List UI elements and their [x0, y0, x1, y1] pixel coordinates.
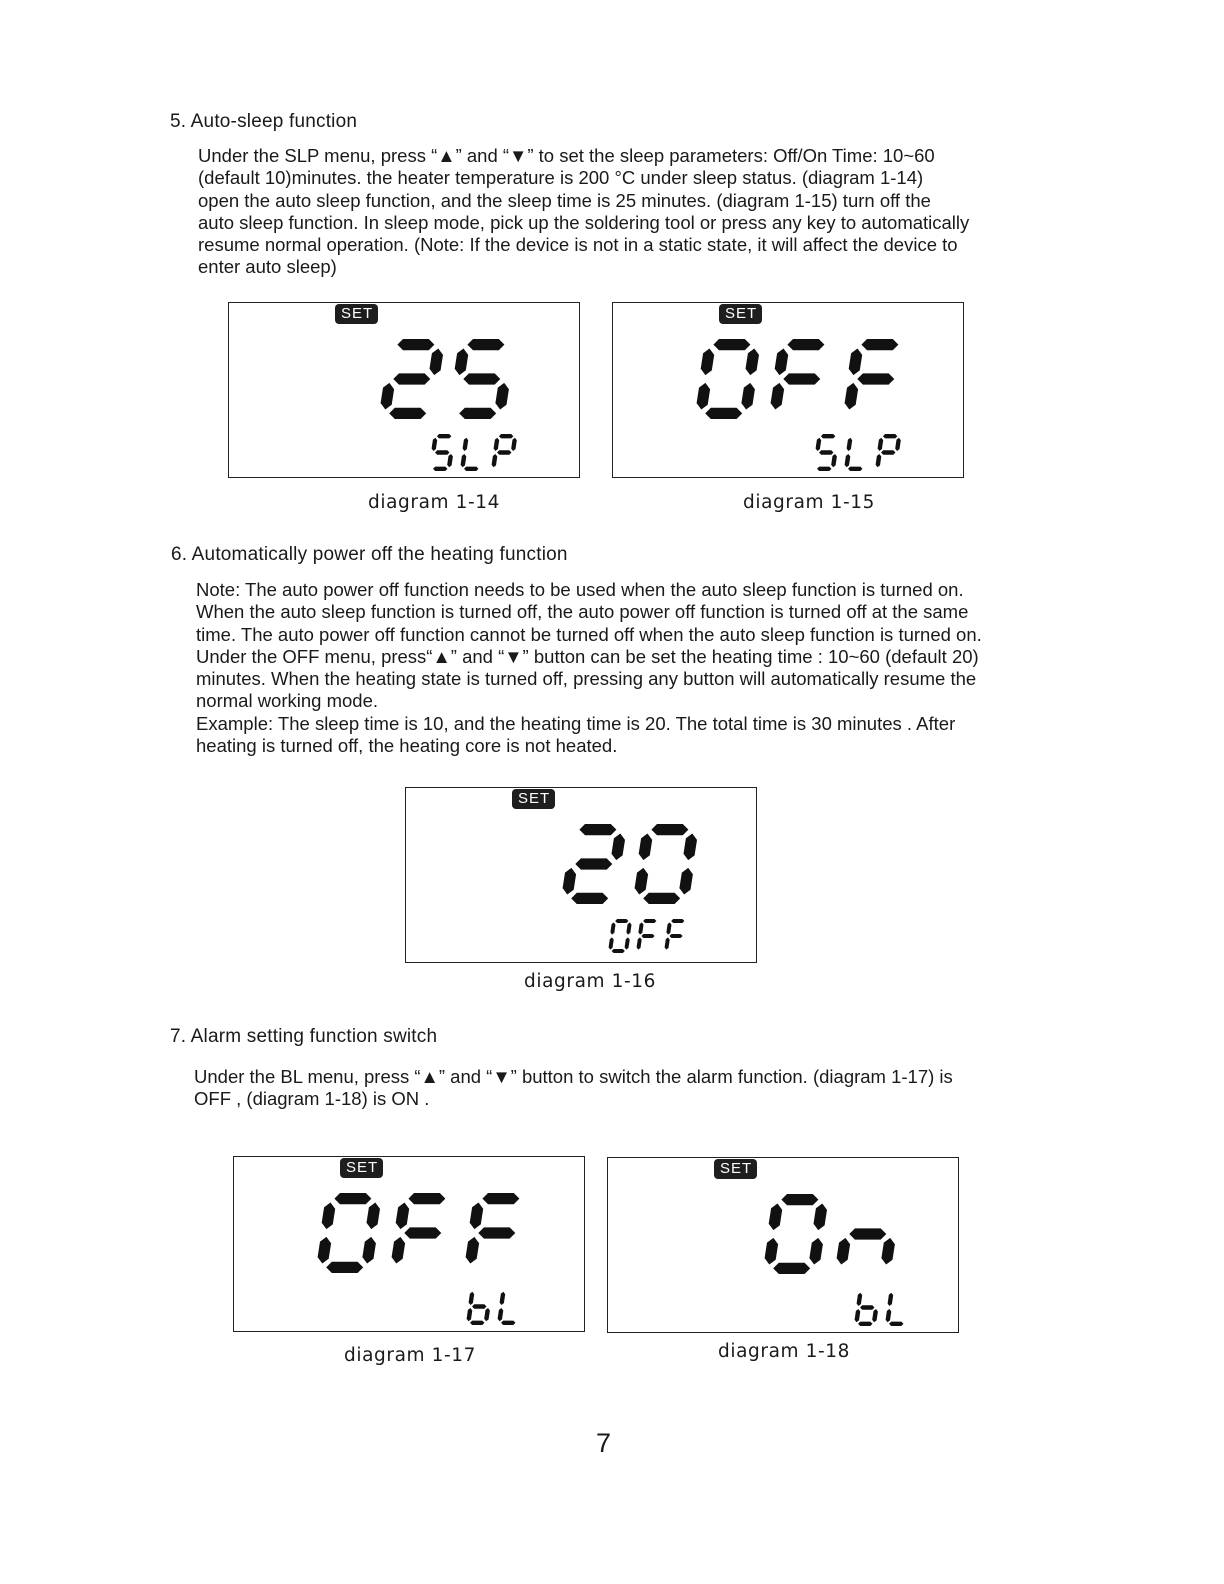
lcd-segment-g	[575, 858, 612, 869]
lcd-segment-b	[612, 834, 626, 861]
lcd-char	[845, 438, 863, 471]
lcd-char	[392, 1193, 446, 1264]
lcd-segment-b	[814, 1204, 828, 1231]
lcd-char	[845, 339, 899, 410]
lcd-segment-c	[625, 937, 630, 949]
section-5-heading: 5. Auto-sleep function	[170, 111, 358, 132]
lcd-char	[665, 919, 685, 950]
lcd-digits	[234, 1157, 586, 1333]
text-line: open the auto sleep function, and the sleep time is 25 minutes. (diagram 1-15) turn off the	[198, 189, 931, 211]
menu-label	[855, 1293, 904, 1326]
lcd-char	[455, 339, 509, 419]
text-line: (default 10)minutes. the heater temperature is 200 °C under sleep status. (diagram 1-14)	[198, 167, 924, 189]
lcd-char	[855, 1293, 878, 1326]
lcd-segment-e	[563, 868, 577, 895]
lcd-segment-f	[857, 1293, 863, 1306]
lcd-segment-e	[467, 1308, 473, 1321]
lcd-char	[771, 339, 825, 410]
lcd-segment-d	[464, 467, 479, 471]
lcd-segment-f	[610, 922, 615, 934]
lcd-segment-f	[494, 438, 500, 451]
lcd-segment-d	[817, 467, 832, 471]
lcd-segment-g	[881, 450, 896, 454]
lcd-segment-d	[571, 893, 608, 904]
lcd-segment-c	[484, 1308, 490, 1321]
section-5-body	[198, 145, 969, 279]
lcd-segment-d	[643, 893, 680, 904]
section-6-body	[196, 579, 982, 757]
text-line: resume normal operation. (Note: If the device is not in a static state, it will affect the device to	[198, 234, 958, 256]
lcd-segment-d	[889, 1322, 904, 1326]
lcd-segment-e	[771, 383, 785, 410]
set-badge: SET	[512, 789, 555, 809]
lcd-digits	[608, 1158, 960, 1334]
lcd-segment-d	[848, 467, 863, 471]
lcd-segment-f	[638, 922, 643, 934]
lcd-segment-a	[334, 1193, 371, 1204]
lcd-segment-e	[845, 454, 851, 467]
lcd-segment-a	[499, 434, 514, 438]
lcd-char	[318, 1193, 380, 1273]
lcd-segment-a	[467, 339, 504, 350]
lcd-segment-b	[511, 438, 517, 451]
lcd-segment-g	[463, 373, 500, 384]
set-badge: SET	[340, 1158, 383, 1178]
lcd-segment-g	[435, 450, 450, 454]
lcd-segment-e	[845, 383, 859, 410]
lcd-segment-b	[684, 834, 698, 861]
lcd-char	[876, 434, 901, 467]
text-line: minutes. When the heating state is turned off, pressing any button will automatically resume the	[196, 668, 977, 690]
lcd-segment-e	[765, 1238, 779, 1265]
lcd-segment-b	[895, 438, 901, 451]
lcd-segment-f	[701, 349, 715, 376]
lcd-segment-f	[888, 1293, 894, 1306]
lcd-segment-c	[679, 868, 693, 895]
lcd-segment-f	[816, 438, 822, 451]
lcd-char	[492, 434, 517, 467]
diagram-caption: diagram 1-16	[524, 971, 656, 992]
lcd-segment-b	[430, 349, 444, 376]
lcd-segment-b	[746, 349, 760, 376]
lcd-segment-e	[876, 454, 882, 467]
menu-label	[432, 434, 517, 471]
lcd-segment-c	[872, 1309, 878, 1322]
text-line: Note: The auto power off function needs to be used when the auto sleep function is turned on.	[196, 579, 964, 600]
lcd-segment-f	[639, 834, 653, 861]
lcd-segment-g	[849, 1228, 886, 1239]
lcd-segment-g	[669, 934, 682, 938]
lcd-segment-e	[697, 383, 711, 410]
lcd-char	[467, 1292, 490, 1325]
main-readout	[563, 824, 697, 904]
lcd-segment-f	[455, 349, 469, 376]
lcd-segment-c	[831, 454, 837, 467]
lcd-segment-g	[860, 1305, 875, 1309]
lcd-char	[765, 1194, 827, 1274]
lcd-segment-e	[381, 383, 395, 410]
main-readout	[381, 339, 509, 419]
lcd-char	[697, 339, 759, 419]
section-7-heading: 7. Alarm setting function switch	[170, 1026, 438, 1047]
lcd-char	[635, 824, 697, 904]
lcd-segment-d	[470, 1321, 485, 1325]
lcd-segment-a	[643, 919, 656, 923]
lcd-segment-g	[783, 373, 820, 384]
diagram-caption: diagram 1-18	[718, 1341, 850, 1362]
text-line: Under the SLP menu, press “▲” and “▼” to set the sleep parameters: Off/On Time: 10~60	[198, 145, 935, 166]
lcd-segment-a	[821, 434, 836, 438]
lcd-display-1-17	[233, 1156, 585, 1332]
lcd-segment-g	[819, 450, 834, 454]
lcd-char	[609, 919, 632, 953]
lcd-segment-f	[396, 1203, 410, 1230]
lcd-segment-f	[322, 1203, 336, 1230]
menu-label	[467, 1292, 516, 1325]
text-line: Under the BL menu, press “▲” and “▼” button to switch the alarm function. (diagram 1-17) is	[194, 1066, 953, 1087]
lcd-segment-g	[478, 1227, 515, 1238]
text-line: Example: The sleep time is 10, and the heating time is 20. The total time is 30 minutes . After	[196, 712, 956, 734]
lcd-segment-e	[318, 1237, 332, 1264]
lcd-digits	[613, 303, 965, 479]
text-line: When the auto sleep function is turned off, the auto power off function is turned off at the same	[196, 601, 969, 623]
lcd-segment-a	[787, 339, 824, 350]
lcd-segment-f	[432, 438, 438, 451]
lcd-segment-a	[883, 434, 898, 438]
lcd-segment-g	[393, 373, 430, 384]
lcd-segment-f	[470, 1203, 484, 1230]
lcd-segment-e	[492, 454, 498, 467]
lcd-segment-a	[651, 824, 688, 835]
lcd-segment-a	[671, 919, 684, 923]
lcd-display-1-18	[607, 1157, 959, 1333]
lcd-segment-d	[773, 1263, 810, 1274]
lcd-char	[563, 824, 625, 904]
lcd-segment-d	[858, 1322, 873, 1326]
set-badge: SET	[335, 304, 378, 324]
lcd-segment-c	[447, 454, 453, 467]
lcd-digits	[406, 788, 758, 964]
text-line: time. The auto power off function cannot be turned off when the auto sleep function is turned on.	[196, 623, 982, 645]
lcd-segment-e	[855, 1309, 861, 1322]
text-line: Under the OFF menu, press“▲” and “▼” button can be set the heating time : 10~60 (default 20)	[196, 645, 979, 667]
diagram-caption: diagram 1-17	[344, 1345, 476, 1366]
lcd-segment-a	[861, 339, 898, 350]
lcd-segment-f	[666, 922, 671, 934]
diagram-caption: diagram 1-15	[743, 492, 875, 513]
lcd-segment-a	[397, 339, 434, 350]
main-readout	[765, 1194, 895, 1274]
main-readout	[697, 339, 899, 419]
lcd-segment-d	[501, 1321, 516, 1325]
lcd-segment-c	[741, 383, 755, 410]
lcd-segment-e	[466, 1237, 480, 1264]
set-badge: SET	[714, 1159, 757, 1179]
lcd-char	[498, 1292, 516, 1325]
lcd-segment-c	[495, 383, 509, 410]
lcd-segment-e	[665, 937, 670, 949]
lcd-digits	[229, 303, 581, 479]
lcd-segment-a	[781, 1194, 818, 1205]
lcd-segment-g	[497, 450, 512, 454]
page-number: 7	[596, 1428, 612, 1458]
lcd-segment-g	[641, 934, 654, 938]
menu-label	[609, 919, 685, 953]
lcd-segment-e	[498, 1308, 504, 1321]
main-readout	[318, 1193, 520, 1273]
lcd-segment-f	[847, 438, 853, 451]
lcd-segment-a	[482, 1193, 519, 1204]
lcd-segment-a	[408, 1193, 445, 1204]
lcd-segment-f	[463, 438, 469, 451]
lcd-segment-c	[809, 1238, 823, 1265]
lcd-display-1-14	[228, 302, 580, 478]
lcd-segment-d	[459, 408, 496, 419]
lcd-char	[432, 434, 453, 471]
lcd-segment-a	[437, 434, 452, 438]
lcd-char	[466, 1193, 520, 1264]
lcd-segment-f	[769, 1204, 783, 1231]
lcd-segment-f	[878, 438, 884, 451]
text-line: normal working mode.	[196, 690, 378, 712]
lcd-segment-f	[469, 1292, 475, 1305]
lcd-segment-a	[713, 339, 750, 350]
lcd-segment-d	[433, 467, 448, 471]
set-badge: SET	[719, 304, 762, 324]
text-line: heating is turned off, the heating core is not heated.	[196, 735, 618, 757]
lcd-char	[637, 919, 657, 950]
lcd-segment-b	[626, 922, 631, 934]
lcd-segment-e	[886, 1309, 892, 1322]
lcd-segment-d	[612, 949, 625, 953]
lcd-segment-b	[367, 1203, 381, 1230]
lcd-segment-f	[500, 1292, 506, 1305]
section-6-heading: 6. Automatically power off the heating function	[171, 544, 568, 565]
lcd-segment-g	[404, 1227, 441, 1238]
lcd-segment-c	[362, 1237, 376, 1264]
section-7-body	[194, 1066, 953, 1111]
lcd-segment-d	[705, 408, 742, 419]
lcd-display-1-15	[612, 302, 964, 478]
lcd-char	[886, 1293, 904, 1326]
lcd-segment-e	[609, 937, 614, 949]
lcd-segment-g	[472, 1304, 487, 1308]
lcd-segment-c	[881, 1238, 895, 1265]
lcd-segment-e	[461, 454, 467, 467]
lcd-segment-d	[326, 1262, 363, 1273]
lcd-char	[461, 438, 479, 471]
lcd-char	[837, 1228, 895, 1264]
text-line: enter auto sleep)	[198, 256, 337, 278]
text-line: OFF , (diagram 1-18) is ON .	[194, 1088, 430, 1110]
diagram-caption: diagram 1-14	[368, 492, 500, 513]
lcd-segment-e	[392, 1237, 406, 1264]
lcd-display-1-16	[405, 787, 757, 963]
lcd-segment-e	[637, 937, 642, 949]
lcd-segment-e	[635, 868, 649, 895]
lcd-segment-f	[775, 349, 789, 376]
text-line: auto sleep function. In sleep mode, pick up the soldering tool or press any key to automatically	[198, 211, 970, 233]
lcd-segment-a	[615, 919, 628, 923]
lcd-segment-d	[389, 408, 426, 419]
lcd-segment-a	[579, 824, 616, 835]
lcd-segment-g	[857, 373, 894, 384]
lcd-segment-e	[837, 1238, 851, 1265]
lcd-segment-f	[849, 349, 863, 376]
menu-label	[816, 434, 901, 471]
lcd-char	[816, 434, 837, 471]
lcd-char	[381, 339, 443, 419]
